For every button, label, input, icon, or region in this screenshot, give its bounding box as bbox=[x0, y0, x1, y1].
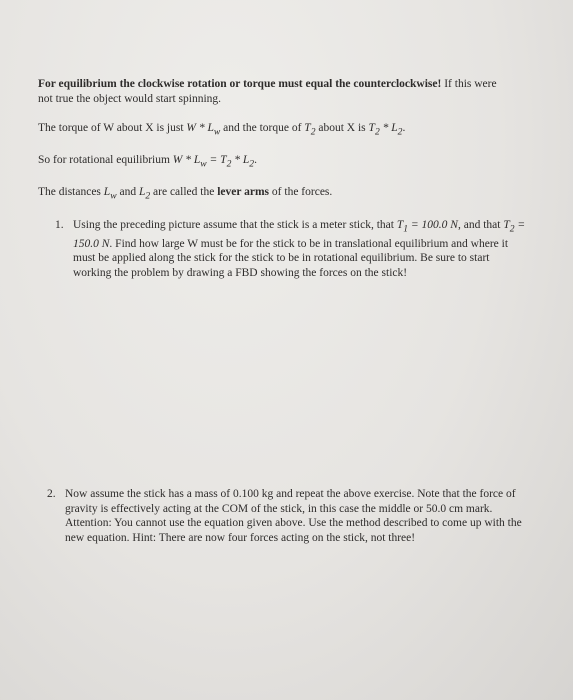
rot-math: = T bbox=[206, 154, 227, 166]
rot-sub: 2 bbox=[249, 158, 255, 170]
rot-math: W * L bbox=[172, 154, 201, 166]
torque-text: about X is bbox=[315, 122, 369, 134]
q1-sub: 2 bbox=[509, 223, 515, 235]
question-text bbox=[73, 218, 528, 280]
intro-paragraph bbox=[38, 77, 508, 106]
q1-text: . Find how large W must be for the stick to be in translational equilibrium and where it must be applied along the stick for the stick to be in rotational equilibrium. Be sure to start working the problem by drawing a FBD showing the forces on the stick! bbox=[73, 237, 509, 279]
rot-text: So for rotational equilibrium bbox=[38, 154, 173, 166]
rot-text: . bbox=[254, 154, 257, 166]
torque-sub: 2 bbox=[374, 126, 380, 138]
question-number: 2. bbox=[47, 488, 56, 500]
q1-text: , and that bbox=[457, 219, 504, 231]
q1-math: = 150.0 N bbox=[73, 219, 526, 250]
lever-arms-paragraph bbox=[38, 185, 508, 204]
q1-sub: 1 bbox=[403, 223, 409, 235]
dist-math: L bbox=[103, 186, 111, 198]
rotational-equilibrium-paragraph bbox=[38, 153, 508, 172]
q1-text: Using the preceding picture assume that the stick is a meter stick, that bbox=[73, 219, 397, 231]
torque-math: * L bbox=[379, 122, 398, 134]
torque-text: and the torque of bbox=[220, 122, 305, 134]
torque-text: . bbox=[402, 122, 406, 134]
intro-tail: If this were not true the object would start spinning. bbox=[38, 78, 497, 105]
dist-text: and bbox=[116, 186, 139, 198]
torque-sub: w bbox=[213, 126, 221, 138]
torque-math: T bbox=[304, 122, 311, 134]
torque-sub: 2 bbox=[397, 126, 403, 138]
torque-sub: 2 bbox=[310, 126, 316, 138]
dist-text: of the forces. bbox=[269, 186, 333, 198]
dist-math: L bbox=[138, 186, 146, 198]
q1-math: = 100.0 N bbox=[408, 219, 458, 231]
q1-math: T bbox=[503, 219, 510, 231]
torque-paragraph bbox=[38, 121, 508, 140]
lever-arms-term: lever arms bbox=[217, 186, 270, 198]
torque-math: W * L bbox=[186, 122, 214, 134]
q1-math: T bbox=[396, 219, 404, 231]
question-text: Now assume the stick has a mass of 0.100 kg and repeat the above exercise. Note that the force of gravity is effectively acting at the COM of the stick, in this case the middle or 50.0 cm mark. Attention: You cannot use the equation given above. Use the method described to come up with the new equation. Hint: There are now four forces acting on the stick, not three! bbox=[65, 488, 522, 544]
rot-math: * L bbox=[231, 154, 250, 166]
question-number: 1. bbox=[55, 219, 64, 231]
intro-lead: For equilibrium the clockwise rotation or torque must equal the counterclockwise! bbox=[38, 78, 442, 90]
dist-sub: 2 bbox=[145, 190, 151, 202]
rot-sub: w bbox=[200, 158, 207, 170]
torque-math: T bbox=[368, 122, 375, 134]
dist-text: are called the bbox=[150, 186, 218, 198]
dist-text: The distances bbox=[38, 186, 104, 198]
dist-sub: w bbox=[110, 190, 117, 202]
torque-text: The torque of W about X is just bbox=[38, 122, 187, 134]
rot-sub: 2 bbox=[226, 158, 232, 170]
